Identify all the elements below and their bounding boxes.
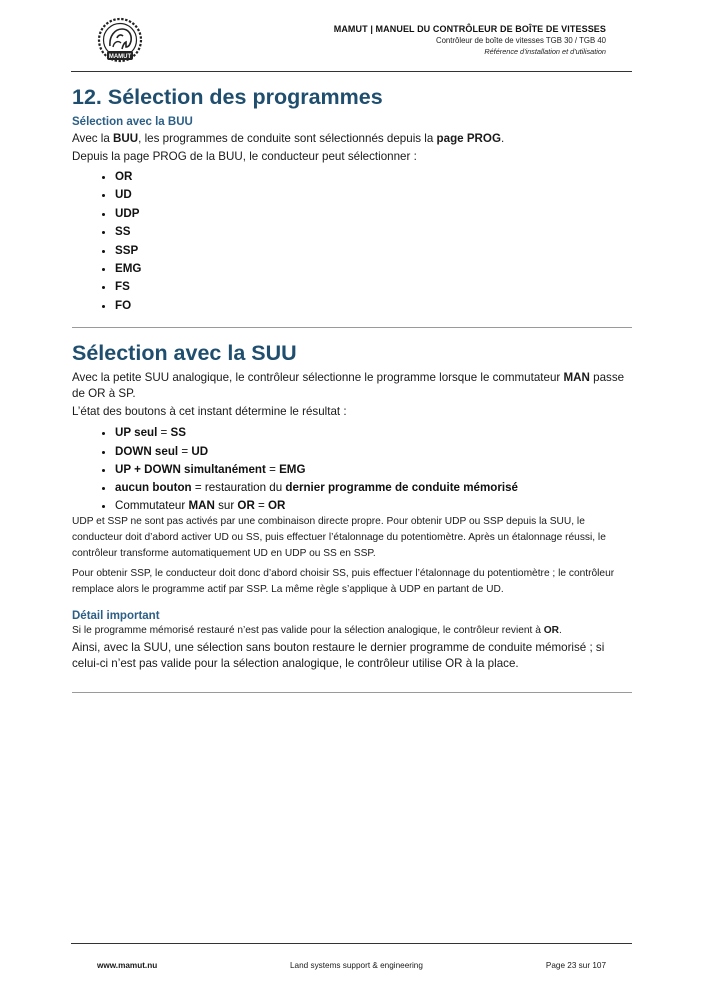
page-header: [334, 24, 606, 56]
buu-selection-paragraph: Depuis la page PROG de la BUU, le conducteur peut sélectionner :: [72, 150, 417, 163]
footer-website: www.mamut.nu: [97, 961, 158, 970]
list-item-rule: • aucun bouton = restauration du dernier programme de conduite mémorisé: [115, 479, 632, 497]
header-divider: [71, 71, 632, 72]
footer-divider: [71, 943, 632, 944]
list-item-program: • EMG: [115, 260, 632, 278]
buu-intro-paragraph: Avec la BUU, les programmes de conduite sont sélectionnés depuis la page PROG.: [72, 132, 505, 145]
list-item-rule: • Commutateur MAN sur OR = OR: [115, 498, 632, 513]
list-item-program: • UDP: [115, 205, 632, 223]
list-item-rule: • UP + DOWN simultanément = EMG: [115, 461, 632, 479]
section-title-suu: Sélection avec la SUU: [72, 341, 297, 366]
list-item-program: • OR: [115, 168, 632, 186]
subsection-title-buu: Sélection avec la BUU: [72, 116, 193, 128]
logo-text: MAMUT: [108, 54, 132, 60]
suu-intro-paragraph: Avec la petite SUU analogique, le contrôleur sélectionne le programme lorsque le commutateur MAN passe de OR à SP.: [72, 371, 625, 401]
program-list: [72, 168, 632, 315]
list-item-program: • FO: [115, 297, 632, 315]
summary-paragraph: Ainsi, avec la SUU, une sélection sans bouton restaure le dernier programme de conduite mémorisé ; si celui-ci n’est pas valide pour la sélection analogique, le contrôleur utilise OR à la place.: [72, 640, 605, 670]
section-divider: [72, 327, 632, 328]
list-item-rule: • DOWN seul = UD: [115, 443, 632, 461]
section-title-program-selection: 12. Sélection des programmes: [72, 85, 383, 109]
footer-page-number: Page 23 sur 107: [545, 961, 606, 970]
ssp-calibration-note: Pour obtenir SSP, le conducteur doit donc d’abord choisir SS, puis effectuer l’étalonnage du potentiomètre ; le contrôleur remplace alors le programme actif par SSP. La même règle s’applique à UDP en partant de UD.: [72, 567, 615, 595]
list-item-rule: • UP seul = SS: [115, 424, 632, 442]
list-item-program: • UD: [115, 186, 632, 204]
udp-ssp-note: UDP et SSP ne sont pas activés par une combinaison directe propre. Pour obtenir UDP ou SSP depuis la SUU, le conducteur doit d’abord activer UD ou SS, puis effectuer l’étalonnage du potentiomètre. Après un étalonnage réussi, le contrôleur transforme automatiquement UD en UDP ou SS en SSP.: [72, 515, 606, 559]
list-item-program: • SSP: [115, 242, 632, 260]
mamut-logo: [95, 16, 145, 66]
button-rule-list: [72, 424, 632, 513]
header-title: MAMUT | MANUEL DU CONTRÔLEUR DE BOÎTE DE VITESSES: [333, 24, 606, 34]
footer-tagline: Land systems support & engineering: [290, 961, 423, 970]
header-subtitle: Contrôleur de boîte de vitesses TGB 30 / TGB 40: [435, 36, 606, 45]
header-subtitle-reference: Référence d'installation et d'utilisation: [484, 47, 606, 56]
important-detail-paragraph: Si le programme mémorisé restauré n’est pas valide pour la sélection analogique, le contrôleur revient à OR.: [72, 624, 562, 636]
list-item-program: • FS: [115, 278, 632, 296]
page-content: [72, 84, 632, 693]
list-item-program: • SS: [115, 223, 632, 241]
suu-state-paragraph: L’état des boutons à cet instant détermine le résultat :: [72, 405, 347, 419]
section-end-divider: [72, 692, 632, 693]
important-detail-title: Détail important: [72, 609, 160, 622]
